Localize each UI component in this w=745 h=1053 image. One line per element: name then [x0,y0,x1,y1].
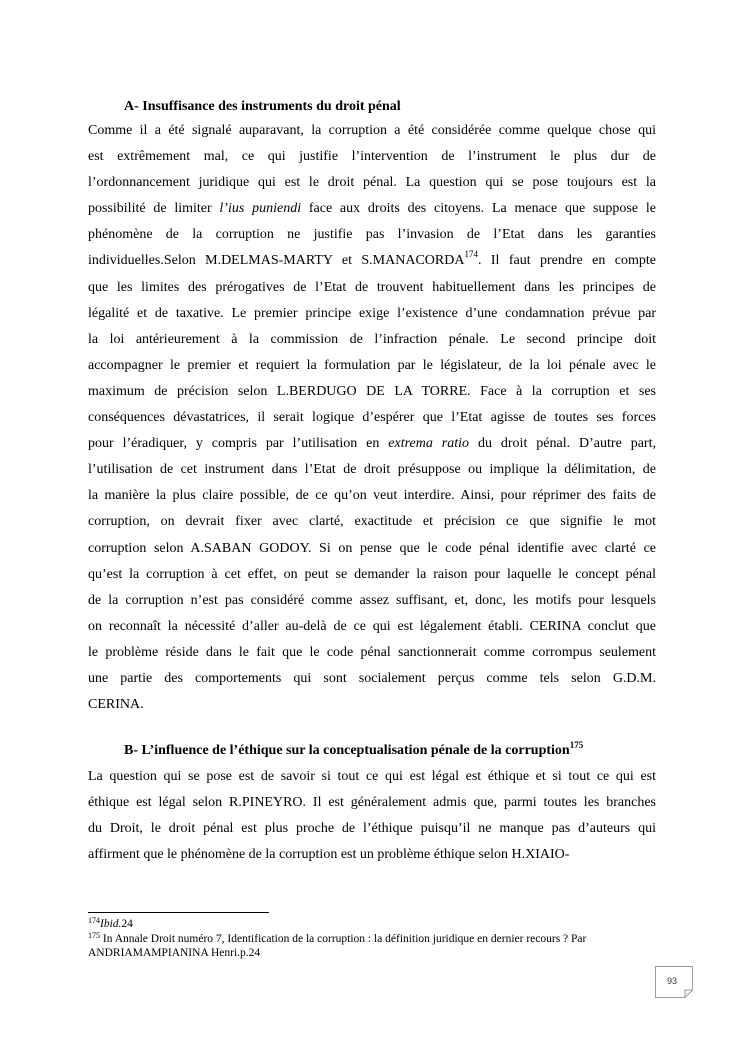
paragraph-line: que les limites des prérogatives de l’Etat de trouvent habituellement dans les principes de [88,279,656,295]
page-number: 93 [666,976,677,986]
section-a-heading: A- Insuffisance des instruments du droit pénal [124,99,401,114]
footnote-175: $^{175}$ In Annale Droit numéro 7, Identification de la corruption : la définition juridique en dernier recours ? Par [88,930,587,945]
paragraph-line: affirment que le phénomène de la corruption est un problème éthique selon H.XIAIO- [88,847,570,863]
section-a-paragraph [88,118,656,718]
paragraph-line: on reconnaît la nécessité d’aller au-delà de ce qui est légalement établi. CERINA conclut que [88,618,656,634]
paragraph-line: légalité et de taxative. Le premier principe exige l’existence d’une condamnation prévue par [88,305,656,321]
paragraph-line: corruption selon A.SABAN GODOY. Si on pense que le code pénal identifie avec clarté ce [88,540,656,556]
paragraph-line: l’ordonnancement juridique qui est le droit pénal. La question qui se pose toujours est la [88,175,656,191]
section-b-paragraph [88,764,656,868]
paragraph-line: le problème réside dans le fait que le code pénal sanctionnerait comme corrompus seulement [88,644,656,660]
paragraph-line: conséquences dévastatrices, il serait logique d’espérer que l’Etat agisse de toutes ses forces [88,410,656,426]
footnote-separator [88,912,269,913]
paragraph-line: corruption, on devrait fixer avec clarté, exactitude et précision ce que signifie le mot [88,514,656,530]
footnotes [88,917,658,961]
paragraph-line: La question qui se pose est de savoir si tout ce qui est légal est éthique et si tout ce qui est [88,769,656,784]
paragraph-line: de la corruption n’est pas considéré comme assez suffisant, et, donc, les motifs pour lesquels [88,592,656,608]
paragraph-line: éthique est légal selon R.PINEYRO. Il est généralement admis que, parmi toutes les branches [88,795,656,811]
section-b-heading: B- L’influence de l’éthique sur la conceptualisation pénale de la corruption$^{175}$ [124,740,584,758]
paragraph-line: qu’est la corruption à cet effet, on peut se demander la raison pour laquelle le concept pénal [88,566,656,582]
paragraph-line: la loi antérieurement à la commission de l’infraction pénale. Le second principe doit [88,331,656,347]
paragraph-line: maximum de précision selon L.BERDUGO DE LA TORRE. Face à la corruption et ses [88,383,656,399]
footnote-174: $^{174}$Ibid.24 [88,916,133,930]
paragraph-line: du Droit, le droit pénal est plus proche de l’éthique puisqu’il ne manque pas d’auteurs qui [88,821,656,837]
footnote-ref-174[interactable]: 174 [464,249,478,260]
paragraph-line: CERINA. [88,697,144,713]
paragraph-line: pour l’éradiquer, y compris par l’utilisation en extrema ratio du droit pénal. D’autre part, [88,436,656,452]
footnote-175-continued: ANDRIAMAMPIANINA Henri.p.24 [88,947,261,959]
paragraph-line: la manière la plus claire possible, de ce qu’on veut interdire. Ainsi, pour réprimer des faits de [88,488,656,504]
paragraph-line: l’utilisation de cet instrument dans l’Etat de droit présuppose ou implique la délimitation, de [88,462,656,478]
paragraph-line: une partie des comportements qui sont socialement perçus comme tels selon G.D.M. [88,670,656,686]
paragraph-line: Comme il a été signalé auparavant, la corruption a été considérée comme quelque chose qui [88,123,656,138]
paragraph-line: est extrêmement mal, ce qui justifie l’intervention de l’instrument le plus dur de [88,149,656,165]
footnote-ref-175[interactable]: 175 [569,740,584,750]
paragraph-line: phénomène de la corruption ne justifie pas l’invasion de l’Etat dans les garanties [88,227,656,243]
paragraph-line: possibilité de limiter l’ius puniendi face aux droits des citoyens. La menace que suppose le [88,201,656,217]
page-number-badge [655,966,693,998]
paragraph-line: accompagner le premier et requiert la formulation par le législateur, de la loi pénale avec le [88,357,656,373]
paragraph-line: individuelles.Selon M.DELMAS-MARTY et S.MANACORDA$^{174}$. Il faut prendre en compte [88,249,656,269]
